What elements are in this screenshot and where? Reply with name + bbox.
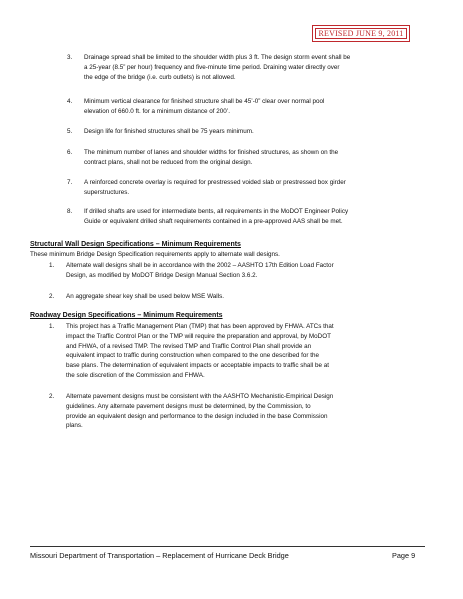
- text-line: elevation of 660.0 ft. for a minimum distance of 200’.: [84, 107, 230, 115]
- section-intro: These minimum Bridge Design Specification requirements apply to alternate wall designs.: [30, 251, 280, 258]
- text-line: superstructures.: [84, 188, 130, 196]
- list-number: 1.: [49, 262, 55, 269]
- text-line: Drainage spread shall be limited to the shoulder width plus 3 ft. The design storm event shall be: [84, 54, 351, 61]
- text-line: guidelines. Any alternate pavement designs must be determined, by the Commission, to: [66, 402, 311, 410]
- text-line: Design, as modified by MoDOT Bridge Design Manual Section 3.6.2.: [66, 271, 258, 279]
- text-line: the sole discretion of the Commission and FHWA.: [66, 371, 205, 379]
- text-line: the edge of the bridge (i.e. curb outlets) is not allowed.: [84, 73, 236, 81]
- section-heading-roadway: Roadway Design Specifications – Minimum Requirements: [30, 312, 223, 319]
- list-number: 7.: [67, 179, 73, 186]
- footer-divider: [30, 546, 425, 547]
- list-text: [84, 148, 427, 168]
- list-number: 1.: [49, 323, 55, 330]
- list-text: [84, 207, 427, 227]
- list-number: 5.: [67, 128, 73, 135]
- text-line: base plans. The determination of equivalent impacts or acceptable impacts to traffic shall be at: [66, 362, 329, 370]
- text-line: An aggregate shear key shall be used below MSE Walls.: [66, 293, 224, 300]
- list-text: [66, 292, 427, 302]
- text-line: This project has a Traffic Management Plan (TMP) that has been approved by FHWA. ATCs that: [66, 323, 334, 330]
- text-line: Design life for finished structures shall be 75 years minimum.: [84, 128, 254, 135]
- text-line: equivalent impact to traffic during construction when compared to the one described for the: [66, 352, 319, 360]
- list-number: 8.: [67, 208, 73, 215]
- page-number: Page 9: [392, 551, 416, 560]
- list-text: [66, 392, 427, 431]
- list-number: 6.: [67, 149, 73, 156]
- list-number: 4.: [67, 98, 73, 105]
- text-line: Minimum vertical clearance for finished structure shall be 45’-0” clear over normal pool: [84, 98, 325, 105]
- text-line: and FHWA, of a revised TMP. The revised TMP and Traffic Control Plan shall provide an: [66, 342, 312, 350]
- list-number: 2.: [49, 293, 55, 300]
- list-text: [84, 97, 427, 117]
- list-text: [84, 53, 427, 82]
- text-line: plans.: [66, 422, 83, 430]
- text-line: A reinforced concrete overlay is required for prestressed voided slab or prestressed box girder: [84, 179, 346, 186]
- section-heading-structural-wall: Structural Wall Design Specifications – Minimum Requirements: [30, 241, 241, 248]
- list-number: 2.: [49, 393, 55, 400]
- list-number: 3.: [67, 54, 73, 61]
- text-line: The minimum number of lanes and shoulder widths for finished structures, as shown on the: [84, 149, 339, 156]
- revised-stamp-text: REVISED JUNE 9, 2011: [318, 29, 404, 38]
- list-text: [66, 322, 427, 381]
- text-line: provide an equivalent design and performance to the design included in the base Commission: [66, 412, 328, 420]
- text-line: contract plans, shall not be reduced from the original design.: [84, 158, 253, 166]
- list-text: [66, 261, 427, 281]
- list-text: [84, 178, 427, 198]
- text-line: Alternate pavement designs must be consistent with the AASHTO Mechanistic-Empirical Design: [66, 393, 334, 400]
- revised-stamp: [312, 25, 410, 42]
- footer-title: Missouri Department of Transportation – Replacement of Hurricane Deck Bridge: [30, 551, 289, 560]
- text-line: impact the Traffic Control Plan or the TMP will require the preparation and approval, by MoDOT: [66, 332, 331, 340]
- text-line: If drilled shafts are used for intermediate bents, all requirements in the MoDOT Engineer Policy: [84, 208, 349, 215]
- text-line: Guide or equivalent drilled shaft requirements contained in a pre-approved AAS shall be met.: [84, 217, 343, 225]
- text-line: a 25-year (8.5” per hour) frequency and five-minute time period. Draining water directly over: [84, 63, 340, 71]
- list-text: [84, 127, 427, 137]
- text-line: Alternate wall designs shall be in accordance with the 2002 – AASHTO 17th Edition Load Factor: [66, 262, 334, 269]
